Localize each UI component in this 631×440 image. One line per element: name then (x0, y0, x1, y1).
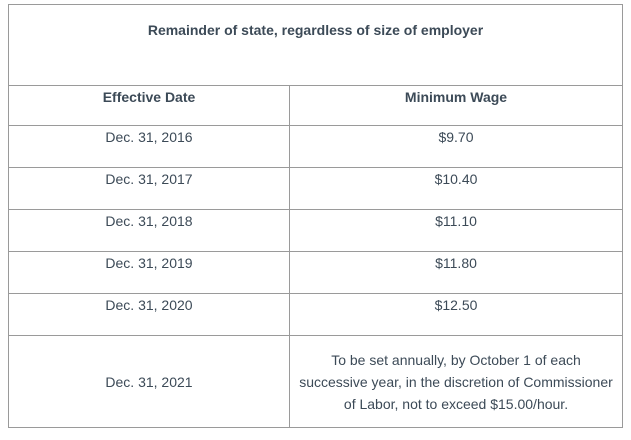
minimum-wage-table (8, 4, 623, 428)
minimum-wage-cell: $10.40 (290, 168, 623, 210)
minimum-wage-cell: $12.50 (290, 294, 623, 336)
minimum-wage-cell: $9.70 (290, 126, 623, 168)
effective-date-cell: Dec. 31, 2020 (9, 294, 290, 336)
header-effective-date: Effective Date (9, 86, 290, 126)
effective-date-cell: Dec. 31, 2018 (9, 210, 290, 252)
effective-date-cell: Dec. 31, 2021 (9, 336, 290, 428)
effective-date-cell: Dec. 31, 2016 (9, 126, 290, 168)
effective-date-cell: Dec. 31, 2017 (9, 168, 290, 210)
minimum-wage-cell: To be set annually, by October 1 of each successive year, in the discretion of Commissioner of Labor, not to exceed $15.00/hour. (290, 336, 623, 428)
minimum-wage-cell: $11.10 (290, 210, 623, 252)
table-title: Remainder of state, regardless of size of employer (9, 5, 623, 86)
table-title-row (9, 5, 623, 86)
table-row (9, 126, 623, 168)
effective-date-cell: Dec. 31, 2019 (9, 252, 290, 294)
table-row (9, 168, 623, 210)
table-row (9, 294, 623, 336)
minimum-wage-cell: $11.80 (290, 252, 623, 294)
table-row (9, 336, 623, 428)
table-row (9, 252, 623, 294)
header-minimum-wage: Minimum Wage (290, 86, 623, 126)
table-row (9, 210, 623, 252)
table-header-row (9, 86, 623, 126)
